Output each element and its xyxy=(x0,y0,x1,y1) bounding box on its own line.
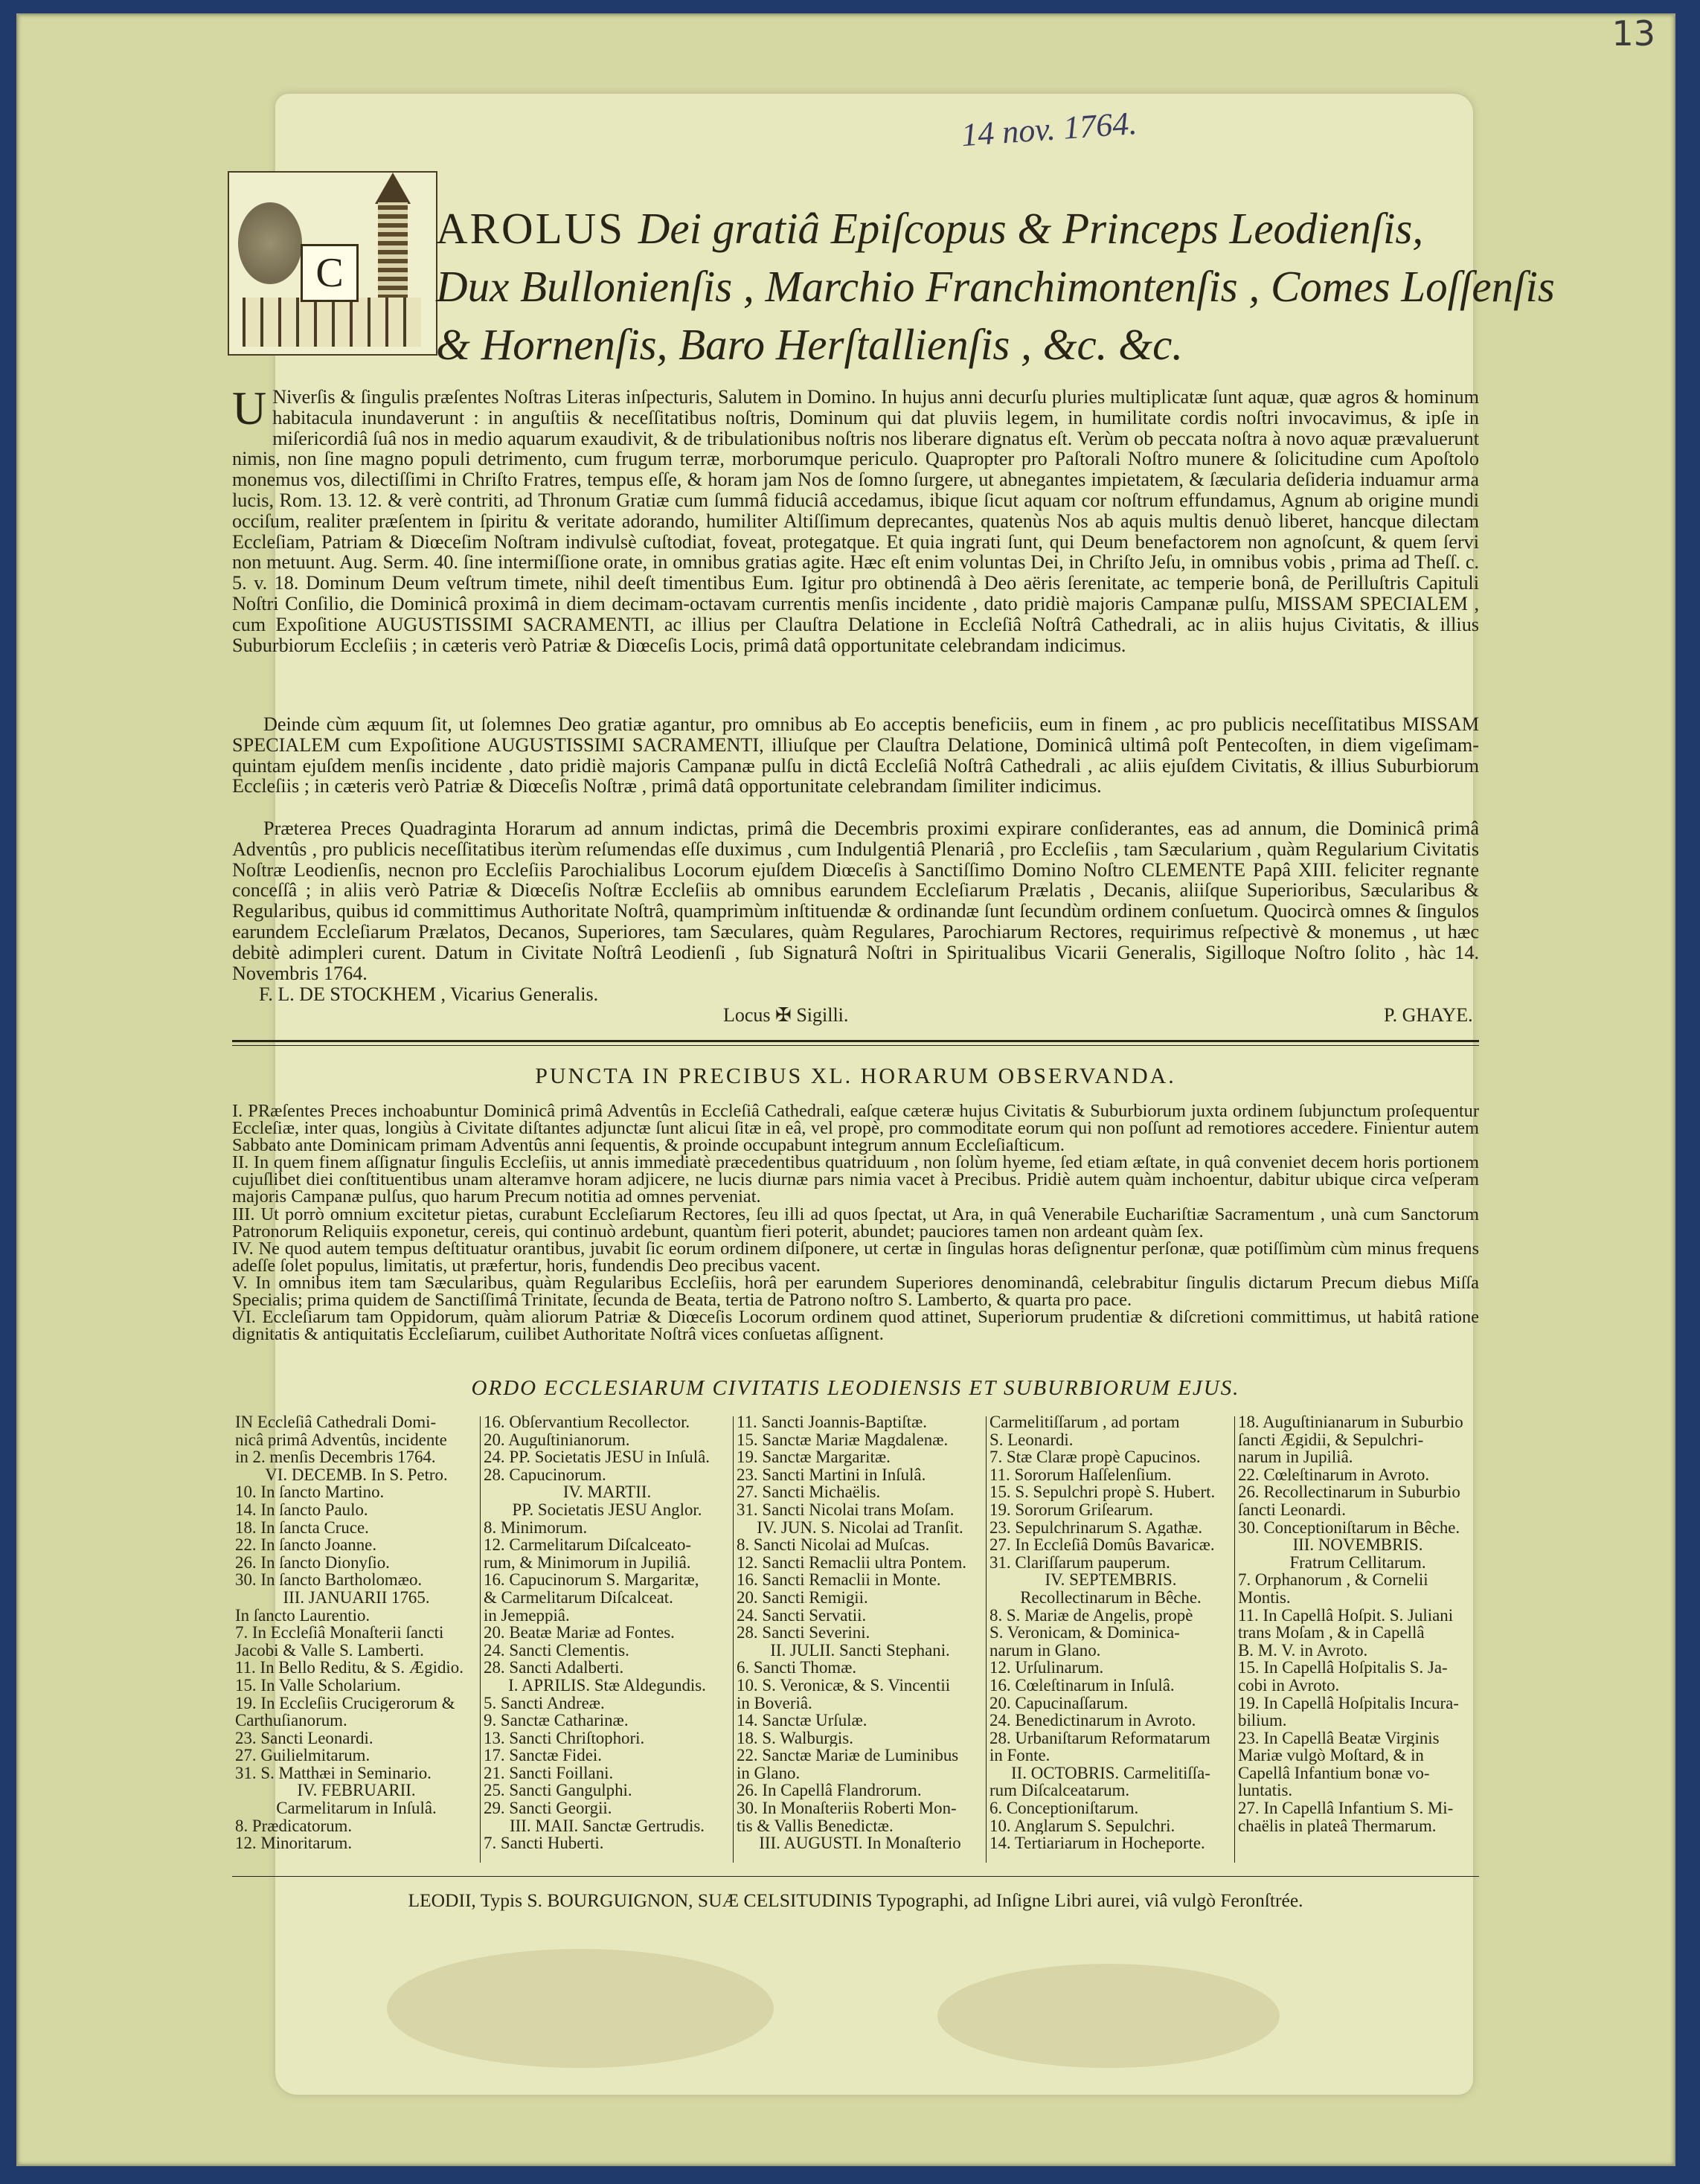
divider-rule xyxy=(232,1045,1479,1046)
woodcut-initial xyxy=(228,171,437,356)
houses-illustration xyxy=(243,298,421,347)
ordo-entry: 15. In Valle Scholarium. xyxy=(235,1676,401,1695)
ordo-entry: 14. Sanctæ Urſulæ. xyxy=(737,1712,867,1729)
ordo-entry: Jacobi & Valle S. Lamberti. xyxy=(235,1641,424,1660)
ordo-entry: 20. Sancti Remigii. xyxy=(737,1588,868,1607)
ordo-entry: Recollectinarum in Bêche. xyxy=(1020,1588,1202,1607)
ordo-entry: VI. DECEMB. In S. Petro. xyxy=(265,1465,448,1484)
title-text: Dei gratiâ Epiſcopus & Princeps Leodienſis, xyxy=(638,204,1424,253)
column-rule xyxy=(1234,1416,1235,1863)
ordo-entry: 29. Sancti Georgii. xyxy=(484,1799,612,1817)
ordo-entry: 16. Sancti Remaclii in Monte. xyxy=(737,1571,941,1589)
ordo-entry: 20. Auguſtinianorum. xyxy=(484,1430,630,1449)
ordo-entry: 22. In ſancto Joanne. xyxy=(235,1536,377,1554)
ordo-entry: 8. S. Mariæ de Angelis, propè xyxy=(989,1606,1193,1625)
ordo-entry: 15. In Capellâ Hoſpitalis S. Ja- xyxy=(1238,1659,1448,1677)
ordo-entry: 26. Recollectinarum in Suburbio xyxy=(1238,1483,1460,1501)
ordo-entry: I. APRILIS. Stæ Aldegundis. xyxy=(508,1676,706,1695)
puncta-item: V. In omnibus item tam Sæcularibus, quàm Regularibus Eccleſiis, horâ per earundem Superiores denominandâ, celebrabitur ſingulis dictarum Precum diebus Miſſa Specialis; prima quidem de Sanctiſſimâ Trinitate, ſecunda de Beata, tertia de Patrono noſtro S. Lamberto, & quarta pro pace. xyxy=(232,1272,1479,1311)
ordo-entry: 12. Carmelitarum Diſcalceato- xyxy=(484,1536,692,1554)
ordo-entry: 11. Sancti Joannis-Baptiſtæ. xyxy=(737,1413,928,1431)
ordo-entry: 22. Sanctæ Mariæ de Luminibus xyxy=(737,1747,959,1764)
ordo-entry: PP. Societatis JESU Anglor. xyxy=(512,1500,702,1519)
divider-rule xyxy=(232,1876,1479,1877)
printer-signature: P. GHAYE. xyxy=(1384,1004,1473,1026)
ordo-entry: 10. S. Veronicæ, & S. Vincentii xyxy=(737,1676,951,1695)
paragraph-text: Deinde cùm æquum ſit, ut ſolemnes Deo gratiæ agantur, pro omnibus ab Eo acceptis beneficiis, eum in finem , ac pro publicis neceſſitatibus MISSAM SPECIALEM cum Expoſitione AUGUSTISSIMI SACRAMENTI, illiuſque per Clauſtra Delatione, Dominicâ ultimâ poſt Pentecoſten, in diem vigeſimam-quintam ejuſdem menſis incidente , dato pridiè majoris Campanæ pulſu in dictâ Eccleſiâ Noſtrâ Cathedrali , ac aliis ejuſdem Civitatis, & illius Suburbiorum Eccleſiis ; in cæteris verò Patriæ & Diœceſis Noſtræ , primâ datâ opportunitate celebrandam ſimiliter indicimus. xyxy=(232,713,1479,797)
ordo-entry: 9. Sanctæ Catharinæ. xyxy=(484,1712,629,1729)
ordo-entry: 28. Capucinorum. xyxy=(484,1465,606,1484)
ordo-entry: Fratrum Cellitarum. xyxy=(1289,1553,1426,1572)
ordo-entry: 31. S. Matthæi in Seminario. xyxy=(235,1764,432,1782)
ordo-entry: 8. Minimorum. xyxy=(484,1518,588,1537)
ordo-entry: 17. Sanctæ Fidei. xyxy=(484,1747,602,1764)
ordo-column-4 xyxy=(989,1413,1232,1866)
ordo-entry: 22. Cœleſtinarum in Avroto. xyxy=(1238,1465,1430,1484)
ordo-entry: 30. In Monaſteriis Roberti Mon- xyxy=(737,1799,957,1817)
folio-number: 13 xyxy=(1611,13,1655,54)
ordo-entry: 6. Conceptioniſtarum. xyxy=(989,1799,1139,1817)
ordo-entry: 19. Sanctæ Margaritæ. xyxy=(737,1448,891,1466)
ordo-entry: 28. Urbaniſtarum Reformatarum xyxy=(989,1729,1210,1747)
imprint-line: LEODII, Typis S. BOURGUIGNON, SUÆ CELSITUDINIS Typographi, ad Inſigne Libri aurei, viâ vulgò Feronſtrée. xyxy=(408,1889,1303,1911)
ordo-entry: 27. Guilielmitarum. xyxy=(235,1747,371,1764)
paragraph-3 xyxy=(232,818,1479,983)
ordo-entry: S. Veronicam, & Dominica- xyxy=(989,1624,1180,1642)
ordo-entry: Capellâ Infantium bonæ vo- xyxy=(1238,1764,1430,1782)
ordo-entry: 23. Sancti Leonardi. xyxy=(235,1729,373,1747)
ordo-entry: IV. SEPTEMBRIS. xyxy=(1045,1571,1177,1589)
ordo-entry: 30. In ſancto Bartholomæo. xyxy=(235,1571,423,1589)
tower-illustration xyxy=(378,202,408,299)
ordo-entry: 18. In ſancta Cruce. xyxy=(235,1518,369,1537)
ordo-entry: 27. Sancti Michaëlis. xyxy=(737,1483,881,1501)
ordo-entry: 19. In Eccleſiis Crucigerorum & xyxy=(235,1694,455,1712)
ordo-entry: 28. Sancti Severini. xyxy=(737,1624,870,1642)
ordo-entry: 8. Prædicatorum. xyxy=(235,1817,353,1835)
spire-illustration xyxy=(375,173,411,204)
puncta-item: IV. Ne quod autem tempus deſtituatur orantibus, juvabit ſic eorum ordinem diſponere, ut certæ in ſingulas horas deſignentur perſonæ, quæ potiſſimùm cùm minus frequens adeſſe ſolet populus, limitatis, ut præfertur, horis, fundendis Deo precibus vacent. xyxy=(232,1238,1479,1276)
ordo-entry: 23. Sepulchrinarum S. Agathæ. xyxy=(989,1518,1203,1537)
ordo-entry: 24. PP. Societatis JESU in Inſulâ. xyxy=(484,1448,710,1466)
ordo-entry: rum Diſcalceatarum. xyxy=(989,1782,1130,1800)
ordo-entry: rum, & Minimorum in Jupiliâ. xyxy=(484,1553,691,1572)
ordo-entry: 11. In Bello Reditu, & S. Ægidio. xyxy=(235,1659,464,1677)
ordo-entry: 6. Sancti Thomæ. xyxy=(737,1659,857,1677)
column-rule xyxy=(733,1416,734,1863)
ordo-entry: 12. Urſulinarum. xyxy=(989,1659,1104,1677)
title-line xyxy=(436,199,1555,257)
title-line xyxy=(436,257,1555,315)
drop-initial: U xyxy=(232,382,267,434)
ordo-entry: 18. Auguſtinianarum in Suburbio xyxy=(1238,1413,1463,1431)
paragraph-text: Præterea Preces Quadraginta Horarum ad annum indictas, primâ die Decembris proximi expirare conſiderantes, eas ad annum, die Dominicâ primâ Adventûs , pro publicis neceſſitatibus iterùm reſumendas eſſe duximus , cum Indulgentiâ Plenariâ , pro Eccleſiis , tam Sæcularium , quàm Regularium Civitatis Noſtræ Leodienſis, necnon pro Eccleſiis Parochialibus Locorum ejuſdem Diœceſis à Sanctiſſimo Domino Noſtro CLEMENTE Papâ XIII. feliciter regnante conceſſâ ; in aliis verò Patriæ & Diœceſis Noſtræ Eccleſiis ab omnibus earundem Eccleſiarum Prælatis , Decanis, aliiſque Superioribus, Sæcularibus & Regularibus, quibus id committimus Authoritate Noſtrâ, quamprimùm inſtituendæ & ordinandæ ſunt ſecundùm ordinem conſuetum. Quocircà omnes & ſingulos earundem Eccleſiarum Prælatos, Decanos, Superiores, tam Sæculares, quàm Regulares, Parochiarum Rectores, requirimus reſpectivè & monemus , ut hæc debitè adimpleri curent. Datum in Civitate Noſtrâ Leodienſi , ſub Signaturâ Noſtri in Spiritualibus Vicarii Generalis, Sigilloque Noſtro ſolito , hàc 14. Novembris 1764. xyxy=(232,818,1479,984)
ordo-entry: 10. Anglarum S. Sepulchri. xyxy=(989,1817,1175,1835)
ordo-entry: 16. Capucinorum S. Margaritæ, xyxy=(484,1571,699,1589)
paper-stain xyxy=(937,1964,1280,2068)
ordo-entry: IV. FEBRUARII. xyxy=(297,1782,416,1800)
ordo-entry: 21. Sancti Foillani. xyxy=(484,1764,614,1782)
ordo-entry: 10. In ſancto Martino. xyxy=(235,1483,385,1501)
ordo-entry: 24. Sancti Clementis. xyxy=(484,1641,629,1660)
ordo-entry: Mariæ vulgò Moſtard, & in xyxy=(1238,1747,1424,1764)
ordo-entry: 31. Clariſſarum pauperum. xyxy=(989,1553,1170,1572)
ordo-entry: ſancti Leonardi. xyxy=(1238,1500,1346,1519)
ordo-entry: 14. In ſancto Paulo. xyxy=(235,1500,368,1519)
puncta-item: I. PRæſentes Preces inchoabuntur Dominicâ primâ Adventûs in Eccleſiâ Cathedrali, eaſque cæteræ hujus Civitatis & Suburbiorum juxta ordinem ſubjunctum proſequentur Eccleſiæ, inter quas, longiùs à Civitate diſtantes adjunctæ ſunt alicui ſitæ in eâ, vel propè, pro commoditate eorum qui non poſſunt ad remotiores accedere. Finientur autem Sabbato ante Dominicam primam Adventûs anni ſequentis, & proinde occupabunt integrum annum Eccleſiaſticum. xyxy=(232,1101,1479,1156)
ordo-entry: Carthuſianorum. xyxy=(235,1712,347,1729)
ordo-entry: III. JANUARII 1765. xyxy=(283,1588,430,1607)
ordo-entry: in Glano. xyxy=(737,1764,801,1782)
ordo-entry: 15. S. Sepulchri propè S. Hubert. xyxy=(989,1483,1216,1501)
ordo-entry: 11. In Capellâ Hoſpit. S. Juliani xyxy=(1238,1606,1454,1625)
ordo-entry: 23. In Capellâ Beatæ Virginis xyxy=(1238,1729,1440,1747)
vicar-line: F. L. DE STOCKHEM , Vicarius Generalis. xyxy=(259,983,599,1005)
ordo-entry: 19. Sororum Griſearum. xyxy=(989,1500,1153,1519)
ordo-entry: ſancti Ægidii, & Sepulchri- xyxy=(1238,1430,1424,1449)
ordo-entry: 12. Minoritarum. xyxy=(235,1834,353,1852)
ordo-entry: 20. Capucinaſſarum. xyxy=(989,1694,1129,1712)
ordo-entry: narum in Jupiliâ. xyxy=(1238,1448,1353,1466)
ordo-entry: 11. Sororum Haſſelenſium. xyxy=(989,1465,1172,1484)
puncta-list xyxy=(232,1102,1479,1343)
ordo-entry: S. Leonardi. xyxy=(989,1430,1074,1449)
ordo-entry: 16. Obſervantium Recollector. xyxy=(484,1413,690,1431)
ordo-entry: 20. Beatæ Mariæ ad Fontes. xyxy=(484,1624,675,1642)
ordo-entry: 19. In Capellâ Hoſpitalis Incura- xyxy=(1238,1694,1459,1712)
ordo-entry: 27. In Eccleſiâ Domûs Bavaricæ. xyxy=(989,1536,1215,1554)
ordo-entry: nicâ primâ Adventûs, incidente xyxy=(235,1430,447,1449)
ordo-entry: tis & Vallis Benedictæ. xyxy=(737,1817,894,1835)
initial-letter: C xyxy=(301,244,359,302)
ordo-entry: III. AUGUSTI. In Monaſterio xyxy=(759,1834,961,1852)
ordo-entry: luntatis. xyxy=(1238,1782,1293,1800)
ordo-entry: & Carmelitarum Diſcalceat. xyxy=(484,1588,673,1607)
ordo-entry: II. JULII. Sancti Stephani. xyxy=(770,1641,950,1660)
ordo-entry: in 2. menſis Decembris 1764. xyxy=(235,1448,436,1466)
puncta-heading: PUNCTA IN PRECIBUS XL. HORARUM OBSERVANDA. xyxy=(535,1064,1176,1088)
paper-stain xyxy=(387,1949,774,2068)
title-caps: AROLUS xyxy=(436,204,638,253)
locus-sigilli: Locus ✠ Sigilli. xyxy=(723,1004,849,1026)
paragraph-1 xyxy=(232,382,1479,656)
ordo-entry: 28. Sancti Adalberti. xyxy=(484,1659,624,1677)
ordo-entry: 26. In Capellâ Flandrorum. xyxy=(737,1782,922,1800)
puncta-item: VI. Eccleſiarum tam Oppidorum, quàm aliorum Patriæ & Diœceſis Locorum ordinem quod attinet, Superiorum prudentiæ & diſcretioni committimus, ut habitâ ratione dignitatis & antiquitatis Eccleſiarum, cuilibet Authoritate Noſtrâ vices conſuetas aſſignent. xyxy=(232,1307,1479,1345)
divider-rule xyxy=(232,1040,1479,1042)
ordo-column-5 xyxy=(1238,1413,1478,1866)
ordo-entry: 24. Sancti Servatii. xyxy=(737,1606,867,1625)
ordo-column-3 xyxy=(737,1413,984,1866)
ordo-entry: IV. MARTII. xyxy=(562,1483,652,1501)
ordo-entry: 5. Sancti Andreæ. xyxy=(484,1694,605,1712)
ordo-entry: IN Eccleſiâ Cathedrali Domi- xyxy=(235,1413,437,1431)
ordo-entry: 30. Conceptioniſtarum in Bêche. xyxy=(1238,1518,1460,1537)
ordo-entry: in Fonte. xyxy=(989,1747,1051,1764)
ordo-entry: bilium. xyxy=(1238,1712,1287,1729)
ordo-entry: 24. Benedictinarum in Avroto. xyxy=(989,1712,1196,1729)
ordo-entry: Montis. xyxy=(1238,1588,1291,1607)
ordo-entry: In ſancto Laurentio. xyxy=(235,1606,371,1625)
ordo-entry: II. OCTOBRIS. Carmelitiſſa- xyxy=(1011,1764,1210,1782)
ordo-entry: 7. Orphanorum , & Cornelii xyxy=(1238,1571,1428,1589)
handwritten-date: 14 nov. 1764. xyxy=(960,104,1138,154)
ordo-entry: cobi in Avroto. xyxy=(1238,1676,1340,1695)
ordo-entry: 7. Sancti Huberti. xyxy=(484,1834,604,1852)
ordo-entry: Carmelitiſſarum , ad portam xyxy=(989,1413,1180,1431)
ordo-entry: in Boveriâ. xyxy=(737,1694,812,1712)
tree-illustration xyxy=(238,202,302,284)
ordo-entry: 16. Cœleſtinarum in Inſulâ. xyxy=(989,1676,1175,1695)
ordo-entry: in Jemeppiâ. xyxy=(484,1606,570,1625)
ordo-column-1 xyxy=(235,1413,478,1866)
puncta-item: II. In quem finem aſſignatur ſingulis Eccleſiis, ut annis immediatè præcedentibus quatriduum , non ſolùm hyeme, ſed etiam æſtate, in quâ conveniet decem horis portionem cujuſlibet diei conſtituentibus unam alteramve horam adjicere, ne lucis diurnæ pars nimia vacet à Precibus. Pridiè autem quàm inchoentur, dabitur ubique circa veſperam majoris Campanæ pulſus, quo harum Precum notitia ad omnes perveniat. xyxy=(232,1152,1479,1207)
paragraph-text: Niverſis & ſingulis præſentes Noſtras Literas inſpecturis, Salutem in Domino. In hujus anni decurſu pluries multiplicatæ ſunt aquæ, quæ agros & hominum habitacula inundaverunt : in anguſtiis & neceſſitatibus noſtris, Dominum qui dat pluviis legem, in humilitate cordis noſtri invocavimus, & ipſe in miſericordiâ ſuâ nos in medio aquarum exaudivit, & de tribulationibus noſtris nos liberare dignatus eſt. Verùm ob peccata noſtra à novo aquæ prævaluerunt nimis, non ſine magno populi detrimento, cum frugum terræ, morborumque periculo. Quapropter pro Paſtorali Noſtro munere & ſolicitudine cum Apoſtolo monemus vos, dilectiſſimi in Chriſto Fratres, tempus eſſe, & horam jam Nos de ſomno ſurgere, ut abnegantes impietatem, & ſæcularia deſideria induamur arma lucis, Rom. 13. 12. & verè contriti, ad Thronum Gratiæ cum ſummâ fiduciâ accedamus, ibique ſicut aquam cor noſtrum effundamus, Agnum ab origine mundi occiſum, realiter præſentem in ſpiritu & veritate adorando, humiliter Altiſſimum deprecantes, quatenùs Nos ab aquis multis denuò liberet, hancque dilectam Eccleſiam, Patriam & Diœceſim Noſtram indivulsè cuſtodiat, foveat, protegatque. Et quia ingrati ſunt, qui Deum benefactorem non agnoſcunt, & quem ſervi non metuunt. Aug. Serm. 40. ſine intermiſſione orate, in omnibus gratias agite. Hæc eſt enim voluntas Dei, in Chriſto Jeſu, in omnibus vobis , prima ad Theſſ. c. 5. v. 18. Dominum Deum veſtrum timete, nihil deeſt timentibus Eum. Igitur pro obtinendâ à Deo aëris ſerenitate, ac temperie bonâ, de Perilluſtris Capituli Noſtri Conſilio, die Dominicâ proximâ in diem decimam-octavam currentis menſis incidente , dato pridiè majoris Campanæ pulſu, MISSAM SPECIALEM , cum Expoſitione AUGUSTISSIMI SACRAMENTI, ac illius per Clauſtra Delatione in Eccleſiâ Noſtrâ Cathedrali, ac in aliis hujus Civitatis, & illius Suburbiorum Eccleſiis ; in cæteris verò Patriæ & Diœceſis Locis, primâ datâ opportunitate celebrandam indicimus. xyxy=(232,386,1479,656)
title-text: Dux Bullonienſis , Marchio Franchimontenſis , Comes Loſſenſis xyxy=(436,262,1555,311)
ordo-entry: 13. Sancti Chriſtophori. xyxy=(484,1729,645,1747)
ordo-entry: IV. JUN. S. Nicolai ad Tranſit. xyxy=(757,1518,963,1537)
ordo-entry: B. M. V. in Avroto. xyxy=(1238,1641,1368,1660)
ordo-entry: 31. Sancti Nicolai trans Moſam. xyxy=(737,1500,955,1519)
ordo-entry: III. MAII. Sanctæ Gertrudis. xyxy=(510,1817,705,1835)
ordo-entry: 26. In ſancto Dionyſio. xyxy=(235,1553,390,1572)
ordo-entry: 7. In Eccleſiâ Monaſterii ſancti xyxy=(235,1624,444,1642)
title-text: & Hornenſis, Baro Herſtallienſis , &c. &c. xyxy=(436,320,1184,369)
column-rule xyxy=(986,1416,987,1863)
ordo-entry: 7. Stæ Claræ propè Capucinos. xyxy=(989,1448,1201,1466)
ordo-entry: 15. Sanctæ Mariæ Magdalenæ. xyxy=(737,1430,949,1449)
ordo-entry: 27. In Capellâ Infantium S. Mi- xyxy=(1238,1799,1454,1817)
ordo-heading: ORDO ECCLESIARUM CIVITATIS LEODIENSIS ET SUBURBIORUM EJUS. xyxy=(471,1376,1240,1400)
column-rule xyxy=(480,1416,481,1863)
ordo-columns xyxy=(235,1413,1478,1866)
paragraph-2 xyxy=(232,714,1479,797)
title-block xyxy=(436,199,1555,373)
puncta-item: III. Ut porrò omnium excitetur pietas, curabunt Eccleſiarum Rectores, ſeu illi ad quos ſpectat, ut Ara, in quâ Venerabile Euchariſtiæ Sacramentum , unà cum Sanctorum Patronorum Reliquiis exponetur, cereis, qui continuò ardebunt, quantùm fieri poterit, abundet; pauciores tamen non ardeant quàm ſex. xyxy=(232,1204,1479,1242)
ordo-column-2 xyxy=(484,1413,731,1866)
ordo-entry: narum in Glano. xyxy=(989,1641,1101,1660)
ordo-entry: 18. S. Walburgis. xyxy=(737,1729,853,1747)
ordo-entry: 8. Sancti Nicolai ad Muſcas. xyxy=(737,1536,930,1554)
ordo-entry: trans Moſam , & in Capellâ xyxy=(1238,1624,1425,1642)
ordo-entry: 12. Sancti Remaclii ultra Pontem. xyxy=(737,1553,966,1572)
ordo-entry: 14. Tertiariarum in Hocheporte. xyxy=(989,1834,1205,1852)
ordo-entry: 23. Sancti Martini in Inſulâ. xyxy=(737,1465,926,1484)
ordo-entry: chaëlis in plateâ Thermarum. xyxy=(1238,1817,1437,1835)
title-line xyxy=(436,315,1555,373)
ordo-entry: III. NOVEMBRIS. xyxy=(1292,1536,1423,1554)
ordo-entry: 25. Sancti Gangulphi. xyxy=(484,1782,632,1800)
ordo-entry: Carmelitarum in Inſulâ. xyxy=(276,1799,437,1817)
